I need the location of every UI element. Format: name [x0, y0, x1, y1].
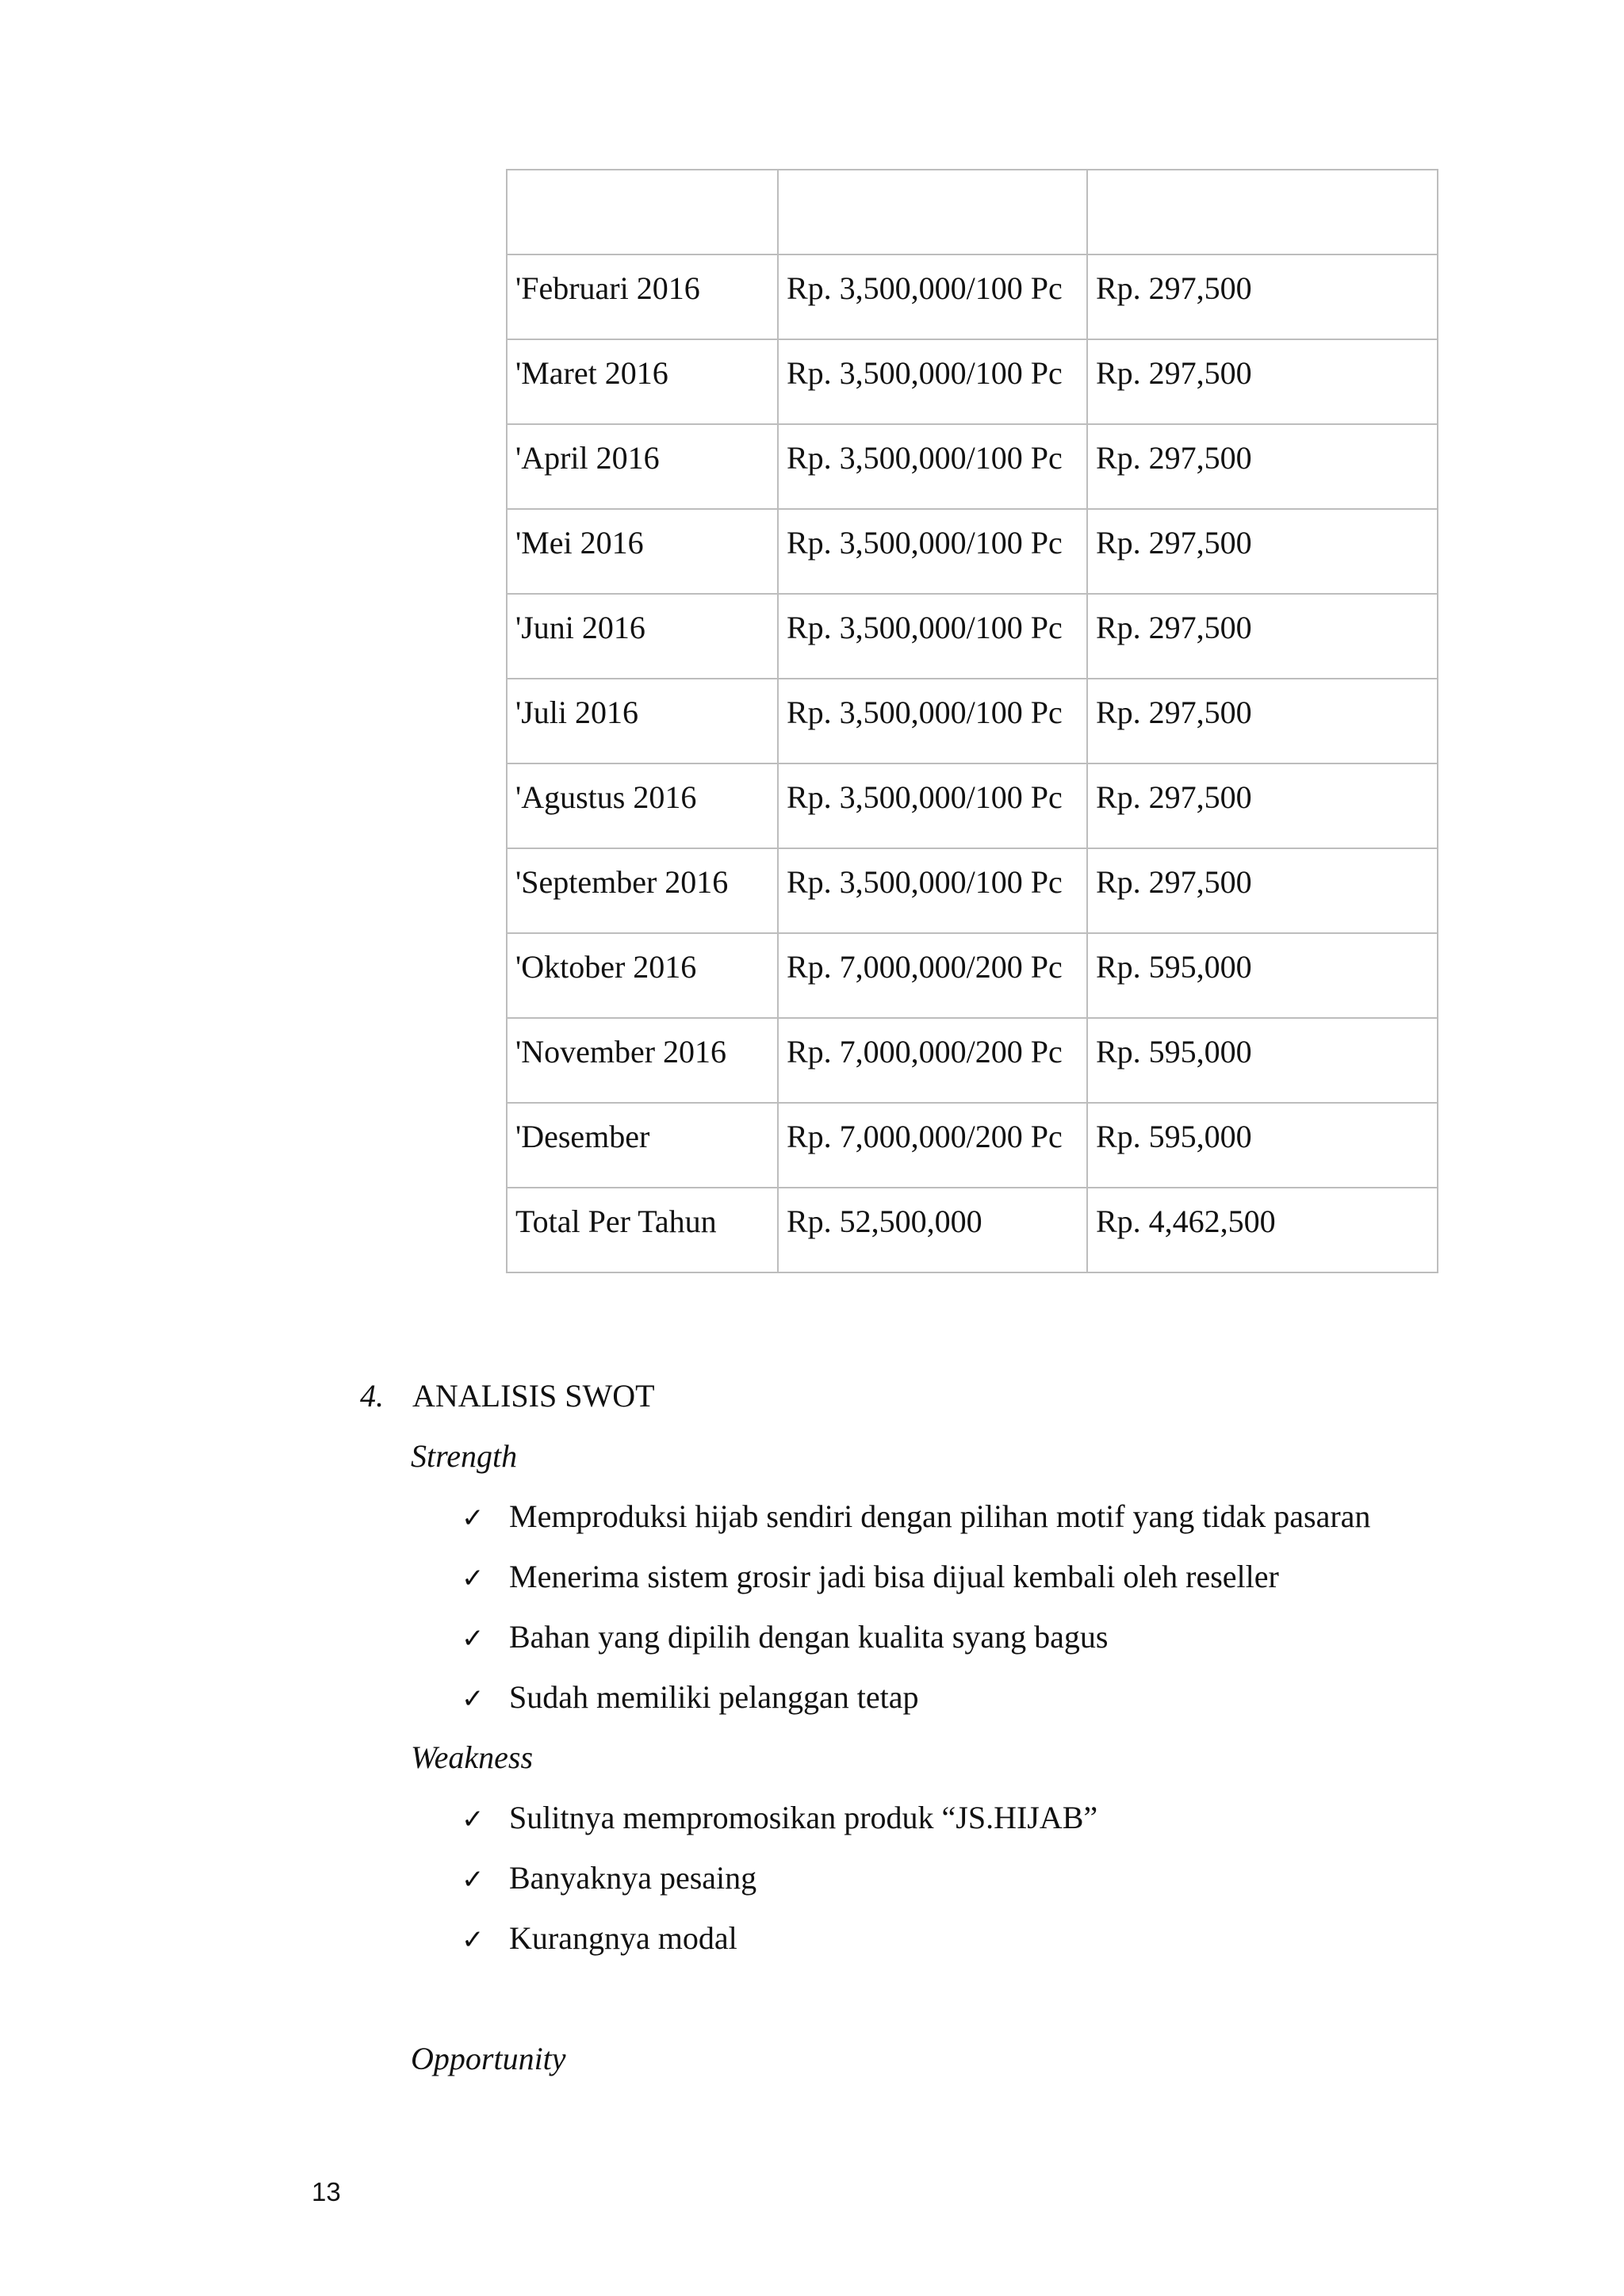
check-icon: ✓ [462, 1563, 485, 1594]
strength-item-text: Memproduksi hijab sendiri dengan pilihan motif yang tidak pasaran [509, 1498, 1371, 1534]
weakness-item [462, 1916, 737, 1962]
table-cell [1087, 848, 1438, 933]
table-cell [507, 594, 778, 679]
table-cell-text: Rp. 3,500,000/100 Pc [787, 270, 1063, 306]
table-cell-text: Rp. 297,500 [1096, 779, 1252, 815]
table-cell [778, 763, 1087, 848]
strength-heading: Strength [411, 1438, 518, 1474]
table-cell-text: Rp. 297,500 [1096, 695, 1252, 730]
table-cell [778, 170, 1087, 254]
table-cell-text: Rp. 7,000,000/200 Pc [787, 1034, 1063, 1070]
weakness-item [462, 1856, 756, 1902]
table-row [507, 170, 1438, 254]
opportunity-heading: Opportunity [411, 2041, 566, 2076]
check-icon: ✓ [462, 1924, 485, 1956]
table-row [507, 1103, 1438, 1188]
table-cell [1087, 1018, 1438, 1103]
table-cell [1087, 509, 1438, 594]
strength-item-text: Sudah memiliki pelanggan tetap [509, 1679, 919, 1715]
table-row [507, 679, 1438, 763]
table-cell-text: 'Agustus 2016 [515, 779, 697, 815]
table-cell-text: Rp. 3,500,000/100 Pc [787, 779, 1063, 815]
table-cell-text: 'Maret 2016 [515, 355, 668, 391]
table-cell [507, 339, 778, 424]
strength-item [462, 1615, 1108, 1661]
table-cell-text: 'April 2016 [515, 440, 660, 476]
table-cell [507, 763, 778, 848]
table-cell-text: 'Juni 2016 [515, 610, 645, 645]
table-cell [507, 1188, 778, 1272]
section-number: 4. [360, 1378, 384, 1414]
table-row [507, 254, 1438, 339]
table-cell-text: 'November 2016 [515, 1034, 727, 1070]
table-cell-text: Rp. 297,500 [1096, 610, 1252, 645]
table-row [507, 594, 1438, 679]
strength-item [462, 1675, 919, 1721]
weakness-item-text: Banyaknya pesaing [509, 1860, 757, 1896]
table-cell-text: 'September 2016 [515, 864, 729, 900]
table-cell [507, 679, 778, 763]
table-cell-text: Rp. 3,500,000/100 Pc [787, 440, 1063, 476]
table-cell-text: Rp. 297,500 [1096, 440, 1252, 476]
table-cell-text: Rp. 595,000 [1096, 1119, 1252, 1154]
table-cell [1087, 170, 1438, 254]
table-cell-text: 'Desember [515, 1119, 650, 1154]
table-cell [778, 1103, 1087, 1188]
table-row [507, 1018, 1438, 1103]
page-number: 13 [312, 2177, 341, 2206]
table-cell-text: Rp. 297,500 [1096, 355, 1252, 391]
sales-table [506, 169, 1438, 1273]
table-cell-text: Rp. 4,462,500 [1096, 1203, 1276, 1239]
table-cell-text: Rp. 7,000,000/200 Pc [787, 1119, 1063, 1154]
table-cell [1087, 424, 1438, 509]
weakness-heading: Weakness [411, 1739, 534, 1775]
table-cell [778, 509, 1087, 594]
check-icon: ✓ [462, 1502, 485, 1534]
section-title: ANALISIS SWOT [412, 1378, 655, 1414]
table-cell-text [1096, 170, 1437, 188]
table-cell [1087, 679, 1438, 763]
table-cell-text: 'Juli 2016 [515, 695, 638, 730]
table-cell [507, 170, 778, 254]
table-cell [778, 594, 1087, 679]
table-row [507, 848, 1438, 933]
table-cell-text: Rp. 297,500 [1096, 525, 1252, 561]
table-cell [778, 339, 1087, 424]
table-cell [778, 933, 1087, 1018]
table-cell-text: Rp. 3,500,000/100 Pc [787, 355, 1063, 391]
strength-item-text: Bahan yang dipilih dengan kualita syang bagus [509, 1619, 1109, 1655]
table-cell [1087, 339, 1438, 424]
table-cell-text: 'Mei 2016 [515, 525, 644, 561]
table-cell-text: Rp. 595,000 [1096, 1034, 1252, 1070]
table-row [507, 424, 1438, 509]
table-cell [778, 254, 1087, 339]
table-cell-text: Rp. 7,000,000/200 Pc [787, 949, 1063, 985]
table-cell-text: Total Per Tahun [515, 1203, 717, 1239]
table-cell [778, 679, 1087, 763]
table-cell-text: Rp. 297,500 [1096, 270, 1252, 306]
table-cell [1087, 933, 1438, 1018]
table-cell [507, 254, 778, 339]
table-cell [507, 509, 778, 594]
table-cell [507, 1103, 778, 1188]
table-cell-text: Rp. 52,500,000 [787, 1203, 982, 1239]
table-cell [1087, 254, 1438, 339]
strength-item [462, 1494, 1370, 1540]
table-cell [778, 1188, 1087, 1272]
table-cell [507, 1018, 778, 1103]
table-row [507, 763, 1438, 848]
table-cell-text: Rp. 3,500,000/100 Pc [787, 695, 1063, 730]
table-cell-text [515, 170, 777, 188]
strength-item [462, 1555, 1279, 1601]
table-cell-text: Rp. 297,500 [1096, 864, 1252, 900]
table-cell-text [787, 170, 1086, 188]
table-cell-text: Rp. 3,500,000/100 Pc [787, 525, 1063, 561]
section-heading-swot [360, 1374, 655, 1418]
table-cell [778, 848, 1087, 933]
table-cell [1087, 763, 1438, 848]
table-cell [778, 424, 1087, 509]
table-cell [507, 424, 778, 509]
table-row [507, 339, 1438, 424]
table-cell-text: 'Februari 2016 [515, 270, 700, 306]
table-cell [1087, 1188, 1438, 1272]
table-cell-text: Rp. 3,500,000/100 Pc [787, 610, 1063, 645]
weakness-item-text: Kurangnya modal [509, 1920, 737, 1956]
table-row [507, 1188, 1438, 1272]
table-cell [1087, 594, 1438, 679]
table-cell-text: Rp. 595,000 [1096, 949, 1252, 985]
table-row [507, 933, 1438, 1018]
check-icon: ✓ [462, 1864, 485, 1896]
table-cell-text: 'Oktober 2016 [515, 949, 697, 985]
table-cell [1087, 1103, 1438, 1188]
table-cell [507, 933, 778, 1018]
table-cell [507, 848, 778, 933]
check-icon: ✓ [462, 1683, 485, 1715]
table-cell [778, 1018, 1087, 1103]
table-cell-text: Rp. 3,500,000/100 Pc [787, 864, 1063, 900]
sales-table-body [507, 170, 1438, 1272]
weakness-item-text: Sulitnya mempromosikan produk “JS.HIJAB” [509, 1800, 1098, 1835]
check-icon: ✓ [462, 1623, 485, 1655]
check-icon: ✓ [462, 1804, 485, 1835]
strength-item-text: Menerima sistem grosir jadi bisa dijual kembali oleh reseller [509, 1559, 1279, 1594]
weakness-item [462, 1796, 1097, 1842]
table-row [507, 509, 1438, 594]
